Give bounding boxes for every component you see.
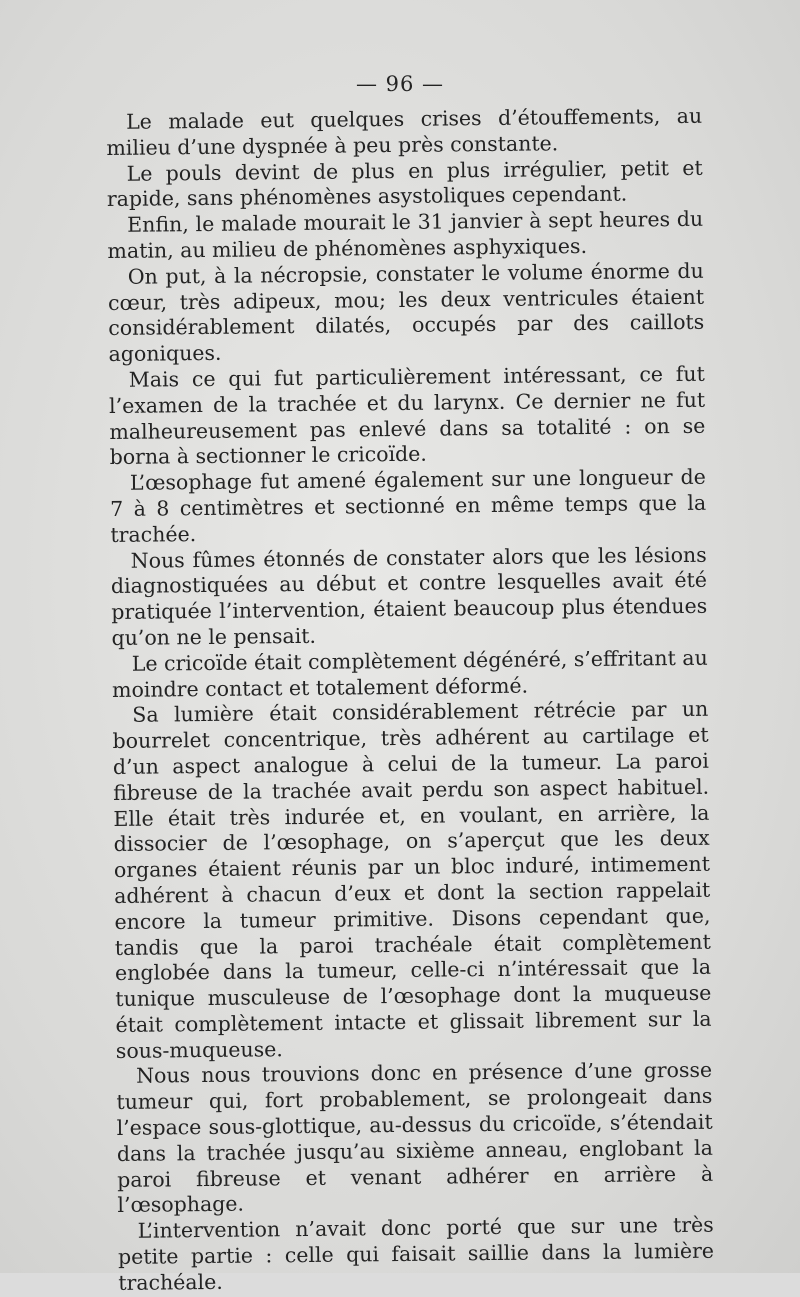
paragraph: Sa lumière était considérablement rétrécie par un bourrelet concentrique, très adhérent au cartilage et d’un aspect analogue à celui de la tumeur. La paroi fibreuse de la trachée avait perdu son aspect habituel. Elle était très indurée et, en voulant, en arrière, la dissocier de l’œsophage, on s’aperçut que les deux organes étaient réunis par un bloc induré, intimement adhérent à chacun d’eux et dont la section rappelait encore la tumeur primitive. Disons cependant que, tandis que la paroi trachéale était complètement englobée dans la tumeur, celle-ci n’intéressait que la tunique musculeuse de l’œsophage dont la muqueuse était complètement intacte et glissait librement sur la sous-muqueuse. xyxy=(112,697,712,1063)
paragraph: L’intervention n’avait donc porté que sur une très petite partie : celle qui faisait saillie dans la lumière trachéale. xyxy=(117,1212,715,1295)
paragraph: Mais ce qui fut particulièrement intéressant, ce fut l’examen de la trachée et du larynx. Ce dernier ne fut malheureusement pas enlevé dans sa totalité : on se borna à sectionner le cricoïde. xyxy=(108,361,706,470)
body-text xyxy=(106,104,714,1297)
paragraph: Enfin, le malade mourait le 31 janvier à sept heures du matin, au milieu de phénomènes asphyxiques. xyxy=(107,206,704,263)
paragraph: Le malade eut quelques crises d’étouffements, au milieu d’une dyspnée à peu près constante. xyxy=(106,103,703,160)
paragraph: Nous nous trouvions donc en présence d’une grosse tumeur qui, fort probablement, se prolongeait dans l’espace sous-glottique, au-dessus du cricoïde, s’étendait dans la trachée jusqu’au sixième anneau, englobant la paroi fibreuse et venant adhérer en arrière à l’œsophage. xyxy=(116,1058,714,1218)
paragraph: On put, à la nécropsie, constater le volume énorme du cœur, très adipeux, mou; les deux ventricules étaient considérablement dilatés, occupés par des caillots agoniques. xyxy=(107,258,705,367)
paragraph: Le pouls devint de plus en plus irrégulier, petit et rapide, sans phénomènes asystoliques cependant. xyxy=(106,155,703,212)
paragraph: Le cricoïde était complètement dégénéré, s’effritant au moindre contact et totalement déformé. xyxy=(111,645,708,702)
paragraph: Nous fûmes étonnés de constater alors que les lésions diagnostiquées au début et contre lesquelles avait été pratiquée l’intervention, étaient beaucoup plus étendues qu’on ne le pensait. xyxy=(110,542,708,650)
paragraph: L’œsophage fut amené également sur une longueur de 7 à 8 centimètres et sectionné en même temps que la trachée. xyxy=(110,464,707,547)
page-number: — 96 — xyxy=(355,72,445,96)
